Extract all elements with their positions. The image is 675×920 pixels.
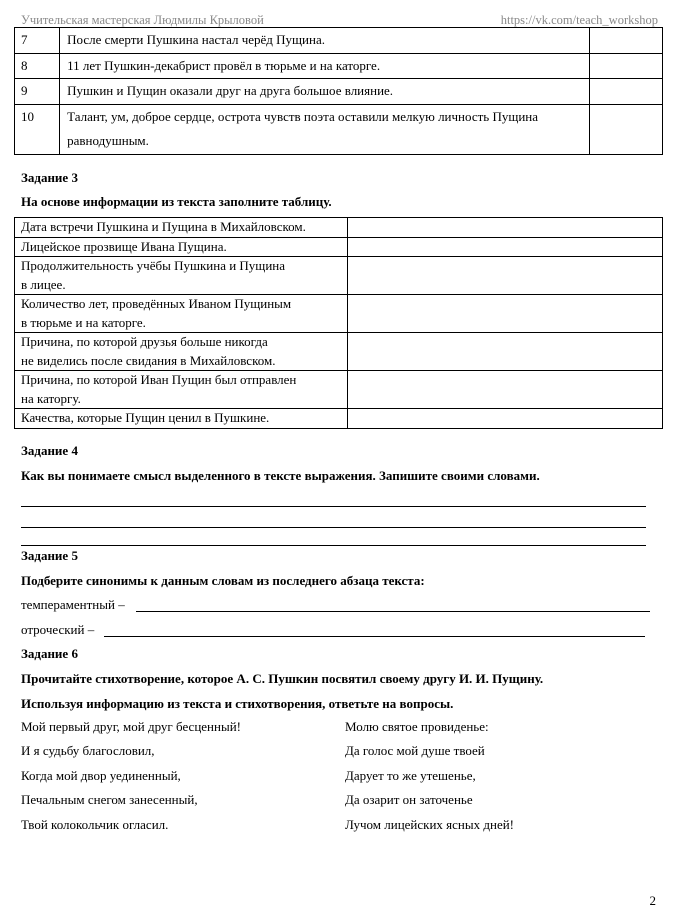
answer-cell[interactable] (589, 28, 662, 54)
task6-instruction-1: Прочитайте стихотворение, которое А. С. Пушкин посвятил своему другу И. И. Пущину. (21, 671, 544, 686)
task5-instruction: Подберите синонимы к данным словам из последнего абзаца текста: (21, 573, 425, 588)
table-row (15, 371, 663, 409)
poem-line: И я судьбу благословил, (21, 743, 155, 758)
question-cell (15, 257, 348, 295)
statement-text: 11 лет Пушкин-декабрист провёл в тюрьме и на каторге. (60, 53, 590, 79)
statement-text-line1: Талант, ум, доброе сердце, острота чувств поэта оставили мелкую личность Пущина (67, 108, 539, 124)
task5-title: Задание 5 (21, 548, 78, 563)
question-line1: Дата встречи Пушкина и Пущина в Михайловском. (21, 219, 306, 234)
row-number: 8 (15, 53, 60, 79)
table-row (15, 333, 663, 371)
question-line1: Продолжительность учёбы Пушкина и Пущина (21, 258, 286, 273)
header-link[interactable]: https://vk.com/teach_workshop (500, 13, 658, 27)
table-row (15, 257, 663, 295)
row-number: 9 (15, 79, 60, 105)
statement-text: После смерти Пушкина настал черёд Пущина. (60, 28, 590, 54)
question-line2: не виделись после свидания в Михайловском. (21, 352, 276, 368)
question-line2: на каторгу. (21, 390, 81, 406)
synonym-word-1: темпераментный – (21, 597, 125, 612)
answer-cell[interactable] (348, 295, 663, 333)
row-number: 7 (15, 28, 60, 54)
table-row (15, 409, 663, 429)
answer-cell[interactable] (348, 218, 663, 238)
question-line1: Количество лет, проведённых Иваном Пущиным (21, 296, 292, 311)
poem-line: Печальным снегом занесенный, (21, 792, 198, 807)
table-row (15, 79, 663, 105)
fill-in-table (14, 217, 663, 429)
statement-text-line2: равнодушным. (67, 133, 149, 148)
task4-title: Задание 4 (21, 443, 78, 458)
task3-title: Задание 3 (21, 170, 78, 185)
poem-line: Да голос мой душе твоей (345, 743, 485, 758)
answer-line[interactable] (21, 506, 646, 507)
answer-cell[interactable] (589, 53, 662, 79)
task6-title: Задание 6 (21, 646, 78, 661)
poem-line: Да озарит он заточенье (345, 792, 473, 807)
question-line1: Качества, которые Пущин ценил в Пушкине. (21, 410, 270, 425)
question-cell (15, 333, 348, 371)
table-row (15, 295, 663, 333)
row-number: 10 (15, 104, 60, 154)
answer-cell[interactable] (589, 104, 662, 154)
poem-line: Когда мой двор уединенный, (21, 768, 181, 783)
answer-cell[interactable] (348, 237, 663, 257)
poem-line: Мой первый друг, мой друг бесценный! (21, 719, 241, 734)
page-number: 2 (649, 893, 656, 908)
table-row (15, 104, 663, 154)
poem-line: Лучом лицейских ясных дней! (345, 817, 514, 832)
question-line2: в тюрьме и на каторге. (21, 314, 146, 330)
poem-line: Дарует то же утешенье, (345, 768, 476, 783)
answer-line[interactable] (21, 545, 646, 546)
synonym-word-2: отроческий – (21, 622, 95, 637)
question-cell (15, 218, 348, 238)
statement-text (60, 104, 590, 154)
table-row (15, 28, 663, 54)
task4-instruction: Как вы понимаете смысл выделенного в тексте выражения. Запишите своими словами. (21, 468, 540, 483)
task6-instruction-2: Используя информацию из текста и стихотворения, ответьте на вопросы. (21, 696, 454, 711)
question-line1: Причина, по которой друзья больше никогда (21, 334, 268, 349)
table-row (15, 237, 663, 257)
synonym-answer-line-2[interactable] (104, 636, 645, 637)
question-cell (15, 409, 348, 429)
answer-cell[interactable] (348, 333, 663, 371)
task3-instruction: На основе информации из текста заполните таблицу. (21, 194, 332, 209)
statements-table (14, 27, 663, 155)
answer-cell[interactable] (348, 409, 663, 429)
question-line1: Причина, по которой Иван Пущин был отправлен (21, 372, 297, 387)
synonym-answer-line-1[interactable] (136, 611, 650, 612)
answer-line[interactable] (21, 527, 646, 528)
question-cell (15, 295, 348, 333)
question-line1: Лицейское прозвище Ивана Пущина. (21, 238, 227, 254)
answer-cell[interactable] (348, 371, 663, 409)
answer-cell[interactable] (348, 257, 663, 295)
table-row (15, 53, 663, 79)
question-line2: в лицее. (21, 276, 66, 292)
header-author: Учительская мастерская Людмилы Крыловой (21, 13, 264, 27)
answer-cell[interactable] (589, 79, 662, 105)
poem-line: Твой колокольчик огласил. (21, 817, 169, 832)
poem-line: Молю святое провиденье: (345, 719, 489, 734)
question-cell (15, 371, 348, 409)
table-row (15, 218, 663, 238)
question-cell (15, 237, 348, 257)
statement-text: Пушкин и Пущин оказали друг на друга большое влияние. (60, 79, 590, 105)
